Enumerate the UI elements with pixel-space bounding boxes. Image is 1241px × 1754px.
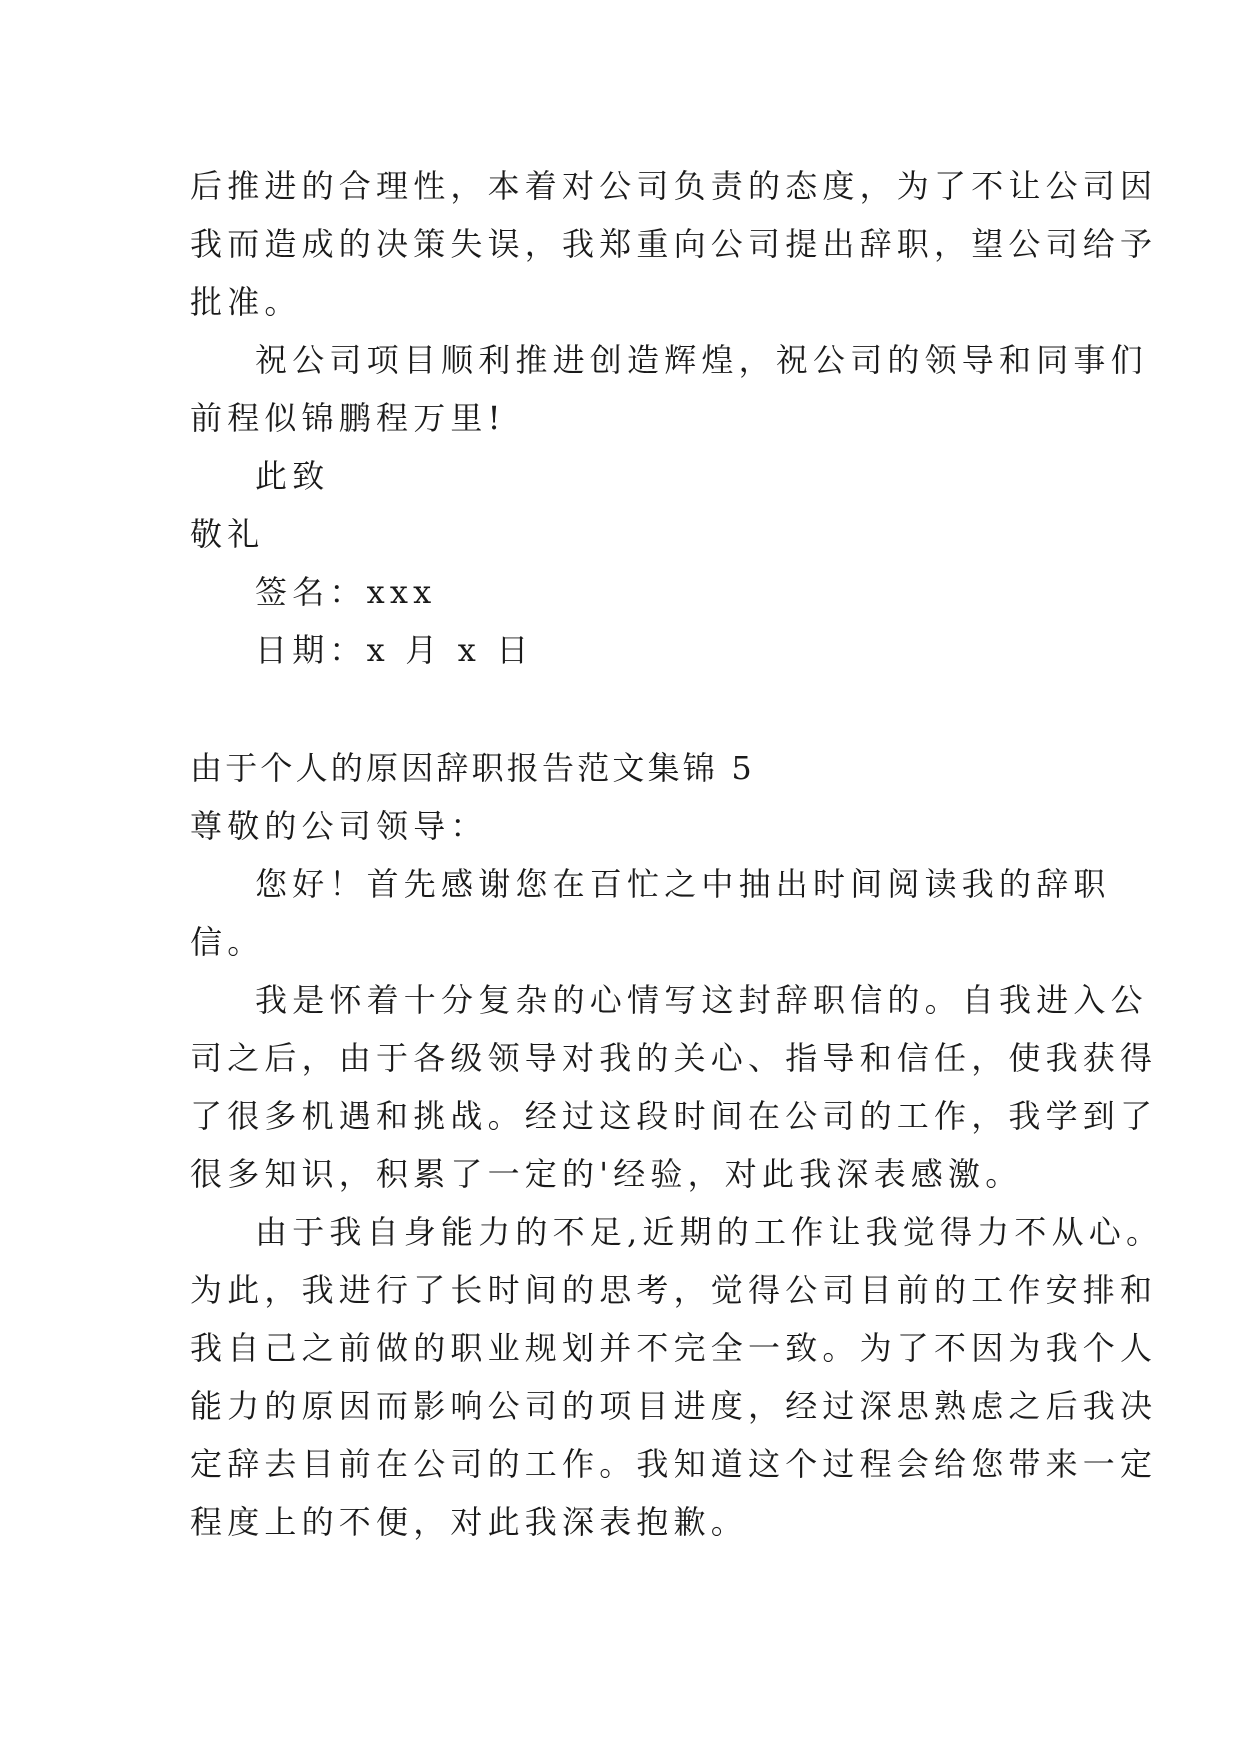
- paragraph-line: 祝公司项目顺利推进创造辉煌，祝公司的领导和同事们: [255, 341, 1148, 379]
- closing-line: 此致: [255, 457, 330, 495]
- greeting-line: 尊敬的公司领导：: [190, 807, 488, 845]
- date-line: 日期：x 月 x 日: [255, 631, 534, 669]
- paragraph-line: 后推进的合理性，本着对公司负责的态度，为了不让公司因: [190, 167, 1158, 205]
- paragraph-line: 能力的原因而影响公司的项目进度，经过深思熟虑之后我决: [190, 1387, 1158, 1425]
- paragraph-line: 由于我自身能力的不足,近期的工作让我觉得力不从心。: [255, 1213, 1164, 1251]
- signature-line: 签名：xxx: [255, 573, 437, 611]
- paragraph-line: 我是怀着十分复杂的心情写这封辞职信的。自我进入公: [255, 981, 1148, 1019]
- paragraph-line: 司之后，由于各级领导对我的关心、指导和信任，使我获得: [190, 1039, 1158, 1077]
- paragraph-line: 前程似锦鹏程万里!: [190, 399, 506, 437]
- paragraph-line: 信。: [190, 923, 265, 961]
- paragraph-line: 程度上的不便，对此我深表抱歉。: [190, 1503, 749, 1541]
- paragraph-line: 我而造成的决策失误，我郑重向公司提出辞职，望公司给予: [190, 225, 1158, 263]
- paragraph-line: 为此，我进行了长时间的思考，觉得公司目前的工作安排和: [190, 1271, 1158, 1309]
- paragraph-line: 了很多机遇和挑战。经过这段时间在公司的工作，我学到了: [190, 1097, 1158, 1135]
- section-title: 由于个人的原因辞职报告范文集锦 5: [190, 749, 755, 787]
- salutation-line: 敬礼: [190, 515, 265, 553]
- paragraph-line: 批准。: [190, 283, 302, 321]
- paragraph-line: 我自己之前做的职业规划并不完全一致。为了不因为我个人: [190, 1329, 1158, 1367]
- paragraph-line: 很多知识，积累了一定的'经验，对此我深表感激。: [190, 1155, 1023, 1193]
- paragraph-line: 定辞去目前在公司的工作。我知道这个过程会给您带来一定: [190, 1445, 1158, 1483]
- paragraph-line: 您好！首先感谢您在百忙之中抽出时间阅读我的辞职: [255, 865, 1111, 903]
